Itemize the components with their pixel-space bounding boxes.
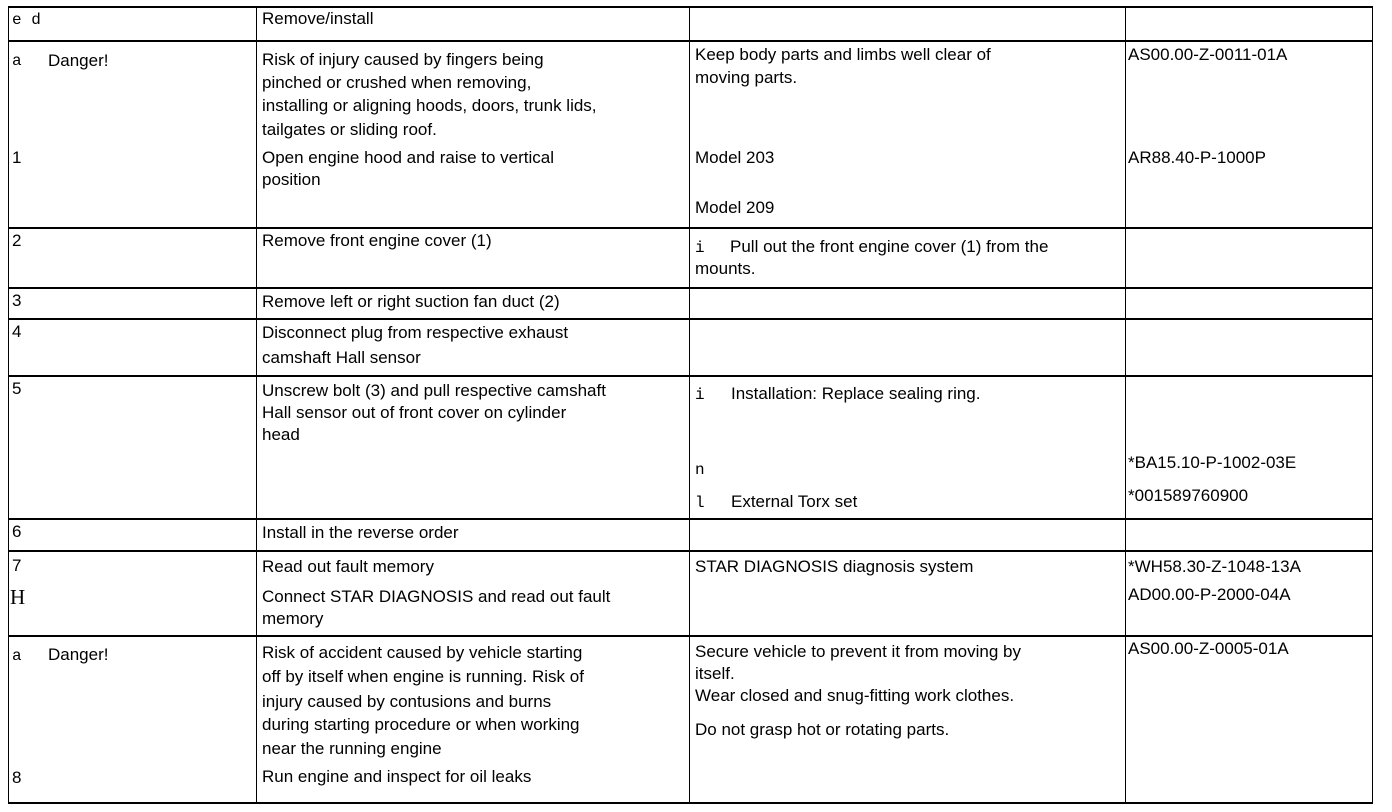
step-number: 5 [12,379,22,398]
row-divider [8,40,1373,42]
danger-label: Danger! [48,51,109,70]
table-border-top [8,6,1373,8]
info-note: mounts. [695,259,756,278]
model-note: Model 209 [695,198,775,217]
diagnosis-icon: H [10,585,26,609]
step-text: Connect STAR DIAGNOSIS and read out fault [262,587,611,606]
table-border-bottom [8,802,1373,804]
risk-text: injury caused by contusions and burns [262,692,552,711]
column-divider [689,7,690,804]
step-text: memory [262,609,324,628]
danger-symbol: a [12,52,22,70]
step-number: 4 [12,322,22,341]
risk-text: pinched or crushed when removing, [262,73,532,92]
step-number: 3 [12,291,22,310]
danger-label: Danger! [48,645,109,664]
risk-text: Risk of accident caused by vehicle starting [262,643,583,662]
column-divider [1372,7,1373,804]
spec-icon: n [695,461,705,479]
header-title: Remove/install [262,9,374,28]
step-text: Hall sensor out of front cover on cylinder [262,403,567,422]
step-text: Remove left or right suction fan duct (2) [262,292,560,311]
measure-text: Wear closed and snug-fitting work clothes. [695,686,1015,705]
info-icon: i [695,386,705,404]
risk-text: off by itself when engine is running. Risk of [262,667,584,686]
reference-code: AS00.00-Z-0005-01A [1128,639,1289,658]
reference-code: AR88.40-P-1000P [1128,148,1266,167]
measure-text: Keep body parts and limbs well clear of [695,45,991,64]
measure-text: moving parts. [695,68,798,87]
row-divider [8,287,1373,289]
model-note: Model 203 [695,148,775,167]
measure-text: itself. [695,664,735,683]
measure-text: STAR DIAGNOSIS diagnosis system [695,557,974,576]
measure-text: Do not grasp hot or rotating parts. [695,720,950,739]
step-text: camshaft Hall sensor [262,348,421,367]
info-note: Pull out the front engine cover (1) from the [730,237,1049,256]
measure-text: Secure vehicle to prevent it from moving by [695,642,1021,661]
reference-code: AS00.00-Z-0011-01A [1128,45,1288,64]
step-number: 8 [12,768,22,787]
tool-name: External Torx set [731,492,858,511]
column-divider [256,7,257,804]
row-divider [8,550,1373,552]
danger-symbol: a [12,647,22,665]
step-text: Read out fault memory [262,557,434,576]
row-divider [8,518,1373,520]
reference-code: *BA15.10-P-1002-03E [1128,453,1297,472]
risk-text: installing or aligning hoods, doors, trunk lids, [262,96,597,115]
step-text: Disconnect plug from respective exhaust [262,323,569,342]
reference-code: *WH58.30-Z-1048-13A [1128,557,1301,576]
step-text: position [262,170,321,189]
info-icon: i [695,239,705,257]
step-number: 2 [12,231,22,250]
step-text: Open engine hood and raise to vertical [262,148,555,167]
step-text: Install in the reverse order [262,523,459,542]
step-text: Unscrew bolt (3) and pull respective camshaft [262,381,606,400]
row-divider [8,227,1373,229]
reference-code: *001589760900 [1128,486,1249,505]
risk-text: tailgates or sliding roof. [262,120,437,139]
risk-text: Risk of injury caused by fingers being [262,50,544,69]
tool-icon: l [695,494,705,512]
row-divider [8,318,1373,320]
step-text: Remove front engine cover (1) [262,231,492,250]
column-divider [1125,7,1126,804]
risk-text: during starting procedure or when working [262,715,580,734]
reference-code: AD00.00-P-2000-04A [1128,585,1291,604]
step-number: 7 [12,556,22,575]
step-text: Run engine and inspect for oil leaks [262,767,532,786]
installation-note: Installation: Replace sealing ring. [731,384,981,403]
step-number: 6 [12,522,22,541]
step-text: head [262,425,300,444]
risk-text: near the running engine [262,739,442,758]
row-divider [8,375,1373,377]
header-symbols: e d [12,11,41,29]
column-divider [8,7,9,804]
step-number: 1 [12,148,22,167]
row-divider [8,635,1373,637]
